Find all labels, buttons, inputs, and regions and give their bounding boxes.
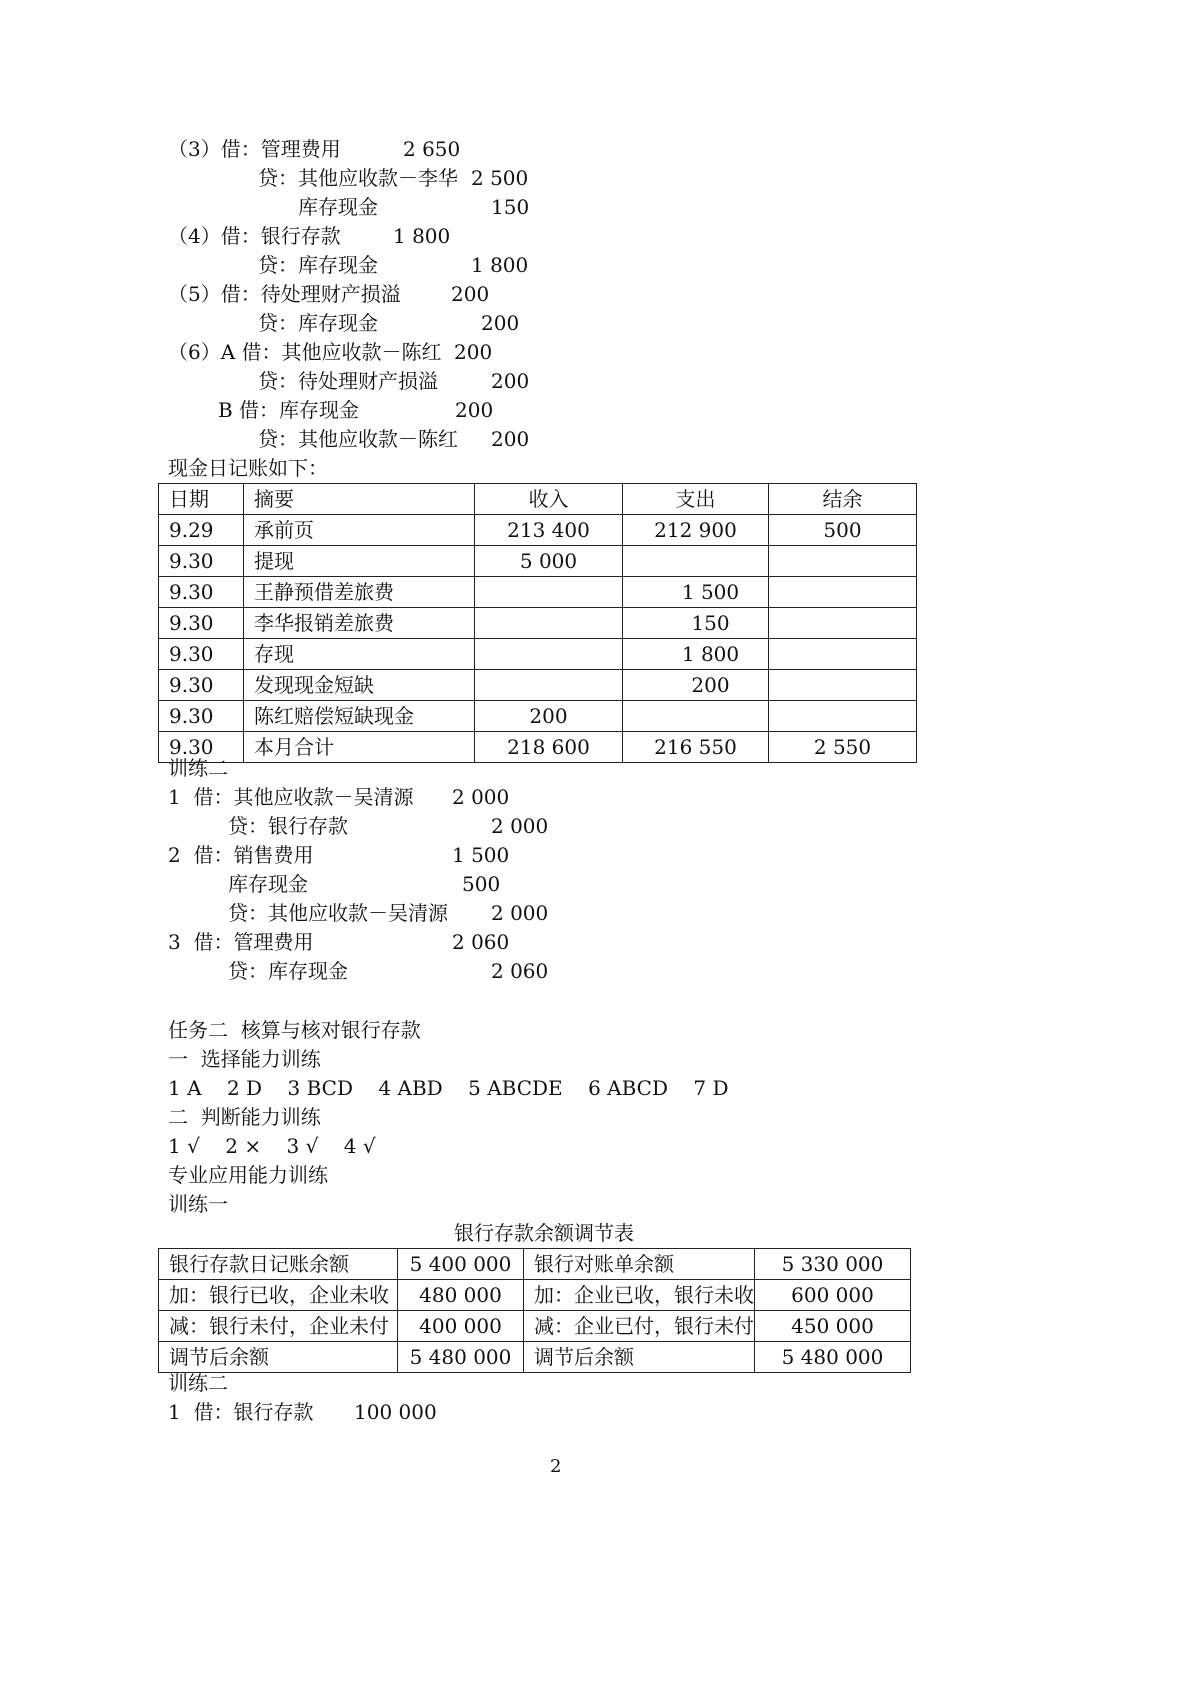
cell-income (475, 608, 623, 639)
column-header: 结余 (769, 484, 917, 515)
entry-amount: 2 000 (491, 901, 549, 925)
entry-amount: 100 000 (354, 1400, 437, 1424)
entry-amount: 1 800 (393, 224, 451, 248)
cell-balance: 2 550 (769, 732, 917, 763)
entry-amount: 500 (462, 872, 501, 896)
cell-balance (769, 608, 917, 639)
table-row (159, 1342, 911, 1373)
page-number: 2 (550, 1456, 562, 1477)
cell-summary: 王静预借差旅费 (244, 577, 475, 608)
cell-expense (623, 701, 769, 732)
cell-income: 5 000 (475, 546, 623, 577)
entry-amount: 200 (451, 282, 490, 306)
cell-amount: 5 480 000 (398, 1342, 524, 1373)
entry-label: 贷：库存现金 (258, 311, 378, 335)
table-row (159, 608, 917, 639)
cell-expense: 150 (623, 608, 769, 639)
cell-income (475, 670, 623, 701)
judge-heading: 二 判断能力训练 (168, 1105, 321, 1129)
cell-summary: 发现现金短缺 (244, 670, 475, 701)
cell-date: 9.30 (159, 546, 244, 577)
entry-amount: 2 500 (471, 166, 529, 190)
cell-income: 218 600 (475, 732, 623, 763)
entry-label: 1 借：其他应收款－吴清源 (168, 785, 414, 809)
cell-balance (769, 701, 917, 732)
entry-label: B 借：库存现金 (218, 398, 360, 422)
entry-label: 贷：其他应收款－吴清源 (228, 901, 448, 925)
cash-journal-table (158, 483, 917, 763)
entry-label: （4）借：银行存款 (168, 224, 341, 248)
cell-expense: 1 800 (623, 639, 769, 670)
entry-label: 库存现金 (228, 872, 308, 896)
entry-label: 1 借：银行存款 (168, 1400, 314, 1424)
cell-date: 9.30 (159, 608, 244, 639)
cell-label: 加：企业已收，银行未收 (524, 1280, 755, 1311)
entry-amount: 150 (491, 195, 530, 219)
table-row (159, 515, 917, 546)
cell-income: 213 400 (475, 515, 623, 546)
applied-heading: 专业应用能力训练 (168, 1163, 328, 1187)
cell-balance (769, 639, 917, 670)
entry-amount: 2 060 (491, 959, 549, 983)
cell-amount: 5 330 000 (755, 1249, 911, 1280)
cell-summary: 陈红赔偿短缺现金 (244, 701, 475, 732)
cell-expense: 200 (623, 670, 769, 701)
cell-label: 银行存款日记账余额 (159, 1249, 398, 1280)
cell-summary: 承前页 (244, 515, 475, 546)
cell-summary: 提现 (244, 546, 475, 577)
cell-balance: 500 (769, 515, 917, 546)
table-row-total (159, 732, 917, 763)
column-header: 支出 (623, 484, 769, 515)
cell-expense: 212 900 (623, 515, 769, 546)
table-row (159, 701, 917, 732)
cell-balance (769, 670, 917, 701)
entry-label: 2 借：销售费用 (168, 843, 314, 867)
entry-label: 贷：库存现金 (258, 253, 378, 277)
entry-amount: 200 (481, 311, 520, 335)
table-header-row (159, 484, 917, 515)
table-row (159, 546, 917, 577)
cell-summary: 本月合计 (244, 732, 475, 763)
cell-summary: 李华报销差旅费 (244, 608, 475, 639)
task2-title: 任务二 核算与核对银行存款 (168, 1018, 421, 1042)
cell-date: 9.30 (159, 670, 244, 701)
cell-date: 9.30 (159, 639, 244, 670)
entry-label: 贷：其他应收款－李华 (258, 166, 458, 190)
cell-amount: 5 480 000 (755, 1342, 911, 1373)
cell-label: 减：银行未付，企业未付 (159, 1311, 398, 1342)
cell-label: 调节后余额 (159, 1342, 398, 1373)
cell-expense: 216 550 (623, 732, 769, 763)
entry-label: 贷：其他应收款－陈红 (258, 427, 458, 451)
entry-amount: 200 (491, 369, 530, 393)
entry-label: （5）借：待处理财产损溢 (168, 282, 401, 306)
column-header: 摘要 (244, 484, 475, 515)
table-row (159, 670, 917, 701)
section-heading-training2b: 训练二 (168, 1371, 228, 1395)
column-header: 日期 (159, 484, 244, 515)
table-row (159, 639, 917, 670)
choice-answers: 1 A 2 D 3 BCD 4 ABD 5 ABCDE 6 ABCD 7 D (168, 1076, 729, 1100)
entry-amount: 2 000 (491, 814, 549, 838)
entry-amount: 2 060 (452, 930, 510, 954)
table-row (159, 577, 917, 608)
cell-income (475, 577, 623, 608)
entry-amount: 200 (491, 427, 530, 451)
entry-label: （3）借：管理费用 (168, 137, 341, 161)
cell-amount: 5 400 000 (398, 1249, 524, 1280)
cell-expense (623, 546, 769, 577)
cell-date: 9.29 (159, 515, 244, 546)
cell-label: 银行对账单余额 (524, 1249, 755, 1280)
cash-journal-title: 现金日记账如下： (168, 456, 328, 480)
cell-label: 调节后余额 (524, 1342, 755, 1373)
reconciliation-table (158, 1248, 911, 1373)
table-row (159, 1280, 911, 1311)
entry-label: （6）A 借：其他应收款－陈红 (168, 340, 442, 364)
entry-label: 贷：待处理财产损溢 (258, 369, 438, 393)
cell-balance (769, 546, 917, 577)
section-heading-training2: 训练二 (168, 756, 228, 780)
column-header: 收入 (475, 484, 623, 515)
reconciliation-title: 银行存款余额调节表 (454, 1221, 634, 1245)
training1-heading: 训练一 (168, 1192, 228, 1216)
cell-label: 加：银行已收，企业未收 (159, 1280, 398, 1311)
entry-amount: 2 000 (452, 785, 510, 809)
cell-date: 9.30 (159, 732, 244, 763)
choice-heading: 一 选择能力训练 (168, 1047, 321, 1071)
cell-income (475, 639, 623, 670)
cell-label: 减：企业已付，银行未付 (524, 1311, 755, 1342)
cell-amount: 600 000 (755, 1280, 911, 1311)
cell-summary: 存现 (244, 639, 475, 670)
entry-label: 库存现金 (298, 195, 378, 219)
table-row (159, 1249, 911, 1280)
cell-date: 9.30 (159, 577, 244, 608)
cell-date: 9.30 (159, 701, 244, 732)
entry-amount: 1 500 (452, 843, 510, 867)
cell-balance (769, 577, 917, 608)
judge-answers: 1 √ 2 × 3 √ 4 √ (168, 1134, 376, 1158)
cell-expense: 1 500 (623, 577, 769, 608)
entry-label: 3 借：管理费用 (168, 930, 314, 954)
cell-amount: 480 000 (398, 1280, 524, 1311)
entry-amount: 1 800 (471, 253, 529, 277)
entry-amount: 2 650 (403, 137, 461, 161)
entry-amount: 200 (454, 340, 493, 364)
entry-amount: 200 (455, 398, 494, 422)
entry-label: 贷：库存现金 (228, 959, 348, 983)
cell-income: 200 (475, 701, 623, 732)
cell-amount: 450 000 (755, 1311, 911, 1342)
entry-label: 贷：银行存款 (228, 814, 348, 838)
cell-amount: 400 000 (398, 1311, 524, 1342)
table-row (159, 1311, 911, 1342)
